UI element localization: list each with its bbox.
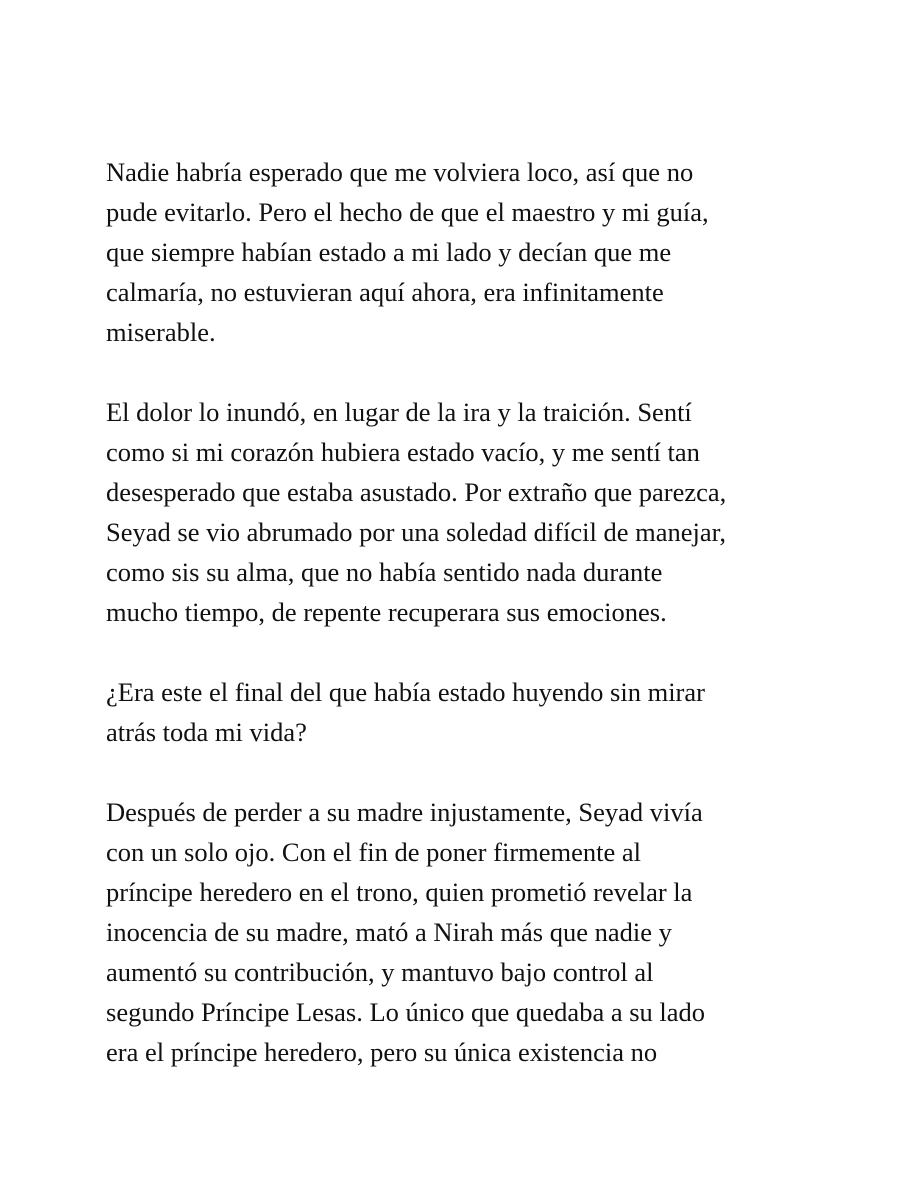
- text-line: miserable.: [106, 317, 216, 347]
- text-line: desesperado que estaba asustado. Por extraño que parezca,: [106, 477, 727, 507]
- text-line: Después de perder a su madre injustamente, Seyad vivía: [106, 797, 703, 827]
- text-line: con un solo ojo. Con el fin de poner firmemente al: [106, 837, 642, 867]
- text-line: era el príncipe heredero, pero su única existencia no: [106, 1037, 658, 1067]
- text-line: que siempre habían estado a mi lado y decían que me: [106, 237, 672, 267]
- text-line: segundo Príncipe Lesas. Lo único que quedaba a su lado: [106, 997, 706, 1027]
- body-text: [106, 152, 806, 1072]
- text-line: aumentó su contribución, y mantuvo bajo control al: [106, 957, 654, 987]
- paragraph-2: [106, 392, 806, 632]
- text-line: atrás toda mi vida?: [106, 717, 307, 747]
- text-line: como sis su alma, que no había sentido nada durante: [106, 557, 663, 587]
- paragraph-4: [106, 792, 806, 1072]
- text-line: mucho tiempo, de repente recuperara sus emociones.: [106, 597, 667, 627]
- text-line: Seyad se vio abrumado por una soledad difícil de manejar,: [106, 517, 727, 547]
- paragraph-3: [106, 672, 806, 752]
- paragraph-1: [106, 152, 806, 352]
- text-line: pude evitarlo. Pero el hecho de que el maestro y mi guía,: [106, 197, 709, 227]
- text-line: Nadie habría esperado que me volviera loco, así que no: [106, 157, 694, 187]
- text-line: príncipe heredero en el trono, quien prometió revelar la: [106, 877, 693, 907]
- text-line: ¿Era este el final del que había estado huyendo sin mirar: [106, 677, 705, 707]
- text-line: calmaría, no estuvieran aquí ahora, era infinitamente: [106, 277, 664, 307]
- text-line: inocencia de su madre, mató a Nirah más que nadie y: [106, 917, 672, 947]
- text-line: El dolor lo inundó, en lugar de la ira y la traición. Sentí: [106, 397, 692, 427]
- text-line: como si mi corazón hubiera estado vacío, y me sentí tan: [106, 437, 700, 467]
